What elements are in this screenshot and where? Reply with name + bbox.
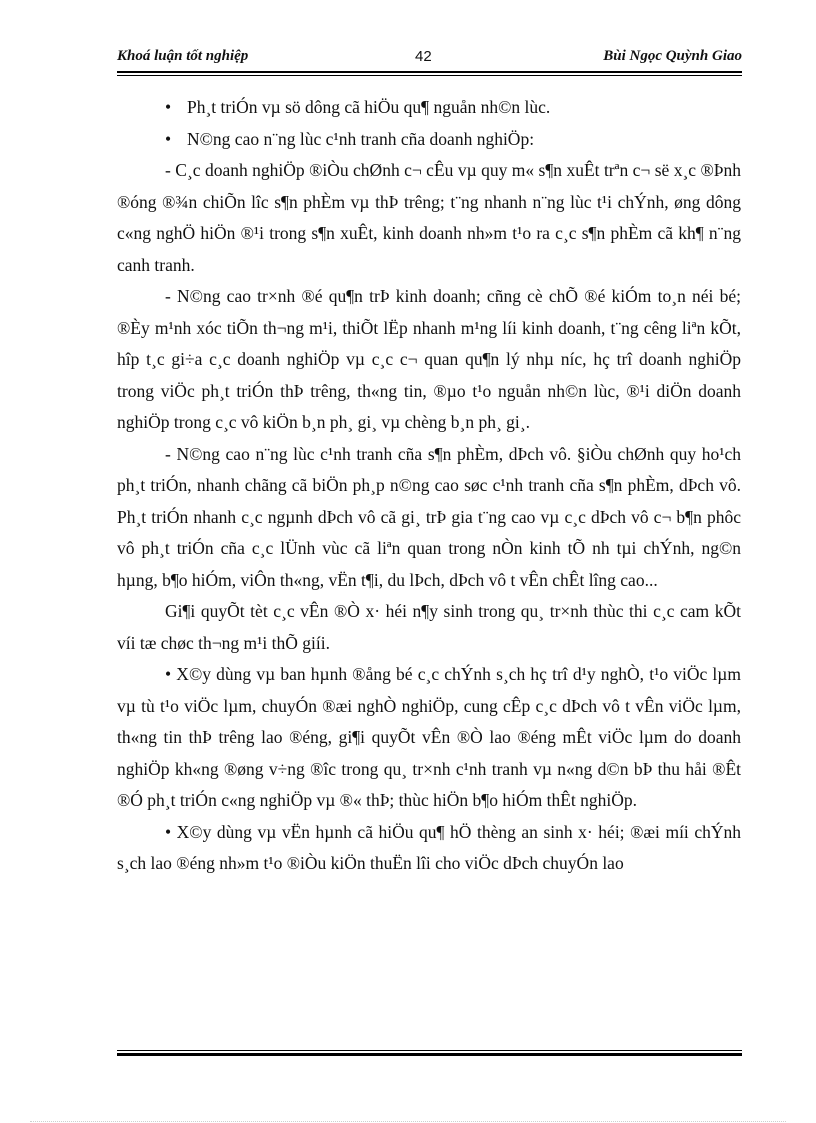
paragraph: • X©y dùng vµ vËn hµnh cã hiÖu qu¶ hÖ thèng an sinh x· héi; ®æi míi chÝnh s¸ch lao ®éng nh»m t¹o ®iÒu kiÖn thuËn lîi cho viÖc dÞch chuyÓn lao: [117, 821, 741, 873]
document-body: [117, 92, 741, 880]
footer-rule-thick: [117, 1053, 742, 1056]
bullet-icon: •: [165, 97, 172, 117]
footer-rule-thin: [117, 1050, 742, 1051]
header-rule-thick: [117, 71, 742, 73]
bullet-item: • N©ng cao n¨ng lùc c¹nh tranh cña doanh nghiÖp:: [117, 124, 741, 156]
bullet-item: • Ph¸t triÓn vµ sö dông cã hiÖu qu¶ nguån nh©n lùc.: [117, 92, 741, 124]
thesis-title: Khoá luận tốt nghiệp: [117, 48, 249, 64]
paragraph: • X©y dùng vµ ban hµnh ®ång bé c¸c chÝnh s¸ch hç trî d¹y nghÒ, t¹o viÖc lµm vµ tù t¹o viÖc lµm, chuyÓn ®æi nghÒ nghiÖp, cung cÊp c¸c dÞch vô t vÊn viÖc lµm, th«ng tin thÞ trêng lao ®éng, gi¶i quyÕt vÊn ®Ò lao ®éng mÊt viÖc lµm do doanh nghiÖp kh«ng ®øng v÷ng ®îc trong qu¸ tr×nh c¹nh tranh vµ n«ng d©n bÞ thu håi ®Êt ®Ó ph¸t triÓn c«ng nghiÖp vµ ®« thÞ; thùc hiÖn b¶o hiÓm thÊt nghiÖp.: [117, 664, 741, 810]
author-name: Bùi Ngọc Quỳnh Giao: [603, 48, 742, 64]
paragraph: - C¸c doanh nghiÖp ®iÒu chØnh c¬ cÊu vµ quy m« s¶n xuÊt trªn c¬ së x¸c ®Þnh ®óng ®¾n chiÕn lîc s¶n phÈm vµ thÞ trêng; t¨ng nhanh n¨ng lùc t¹i chÝnh, øng dông c«ng nghÖ hiÖn ®¹i trong s¶n xuÊt, kinh doanh nh»m t¹o ra c¸c s¶n phÈm cã kh¶ n¨ng canh tranh.: [117, 160, 741, 275]
page-number: 42: [415, 48, 432, 65]
page-edge-divider: [30, 1121, 786, 1122]
bullet-icon: •: [165, 128, 172, 149]
paragraph: - N©ng cao n¨ng lùc c¹nh tranh cña s¶n phÈm, dÞch vô. §iÒu chØnh quy ho¹ch ph¸t triÓn, nhanh chãng cã biÖn ph¸p n©ng cao søc c¹nh tranh cña s¶n phÈm, dÞch vô. Ph¸t triÓn nhanh c¸c ngµnh dÞch vô cã gi¸ trÞ gia t¨ng cao vµ c¸c dÞch vô c¬ b¶n phôc vô ph¸t triÓn cña c¸c lÜnh vùc cã liªn quan trong nÒn kinh tÕ nh tµi chÝnh, ng©n hµng, b¶o hiÓm, viÔn th«ng, vËn t¶i, du lÞch, dÞch vô t vÊn chÊt lîng cao...: [117, 443, 741, 590]
paragraph: Gi¶i quyÕt tèt c¸c vÊn ®Ò x· héi n¶y sinh trong qu¸ tr×nh thùc thi c¸c cam kÕt víi tæ chøc th¬ng m¹i thÕ giíi.: [117, 601, 741, 653]
paragraph: - N©ng cao tr×nh ®é qu¶n trÞ kinh doanh; cñng cè chÕ ®é kiÓm to¸n néi bé; ®Èy m¹nh xóc tiÕn th¬ng m¹i, thiÕt lËp nhanh m¹ng líi kinh doanh, t¨ng cêng liªn kÕt, hîp t¸c gi÷a c¸c doanh nghiÖp vµ c¸c c¬ quan qu¶n lý nhµ níc, hç trî doanh nghiÖp trong viÖc ph¸t triÓn thÞ trêng, th«ng tin, ®µo t¹o nguån nh©n lùc, ®¹i diÖn doanh nghiÖp trong c¸c vô kiÖn b¸n ph¸ gi¸ vµ chèng b¸n ph¸ gi¸.: [117, 286, 741, 432]
header-rule-thin: [117, 75, 742, 76]
page-header: [117, 48, 742, 70]
